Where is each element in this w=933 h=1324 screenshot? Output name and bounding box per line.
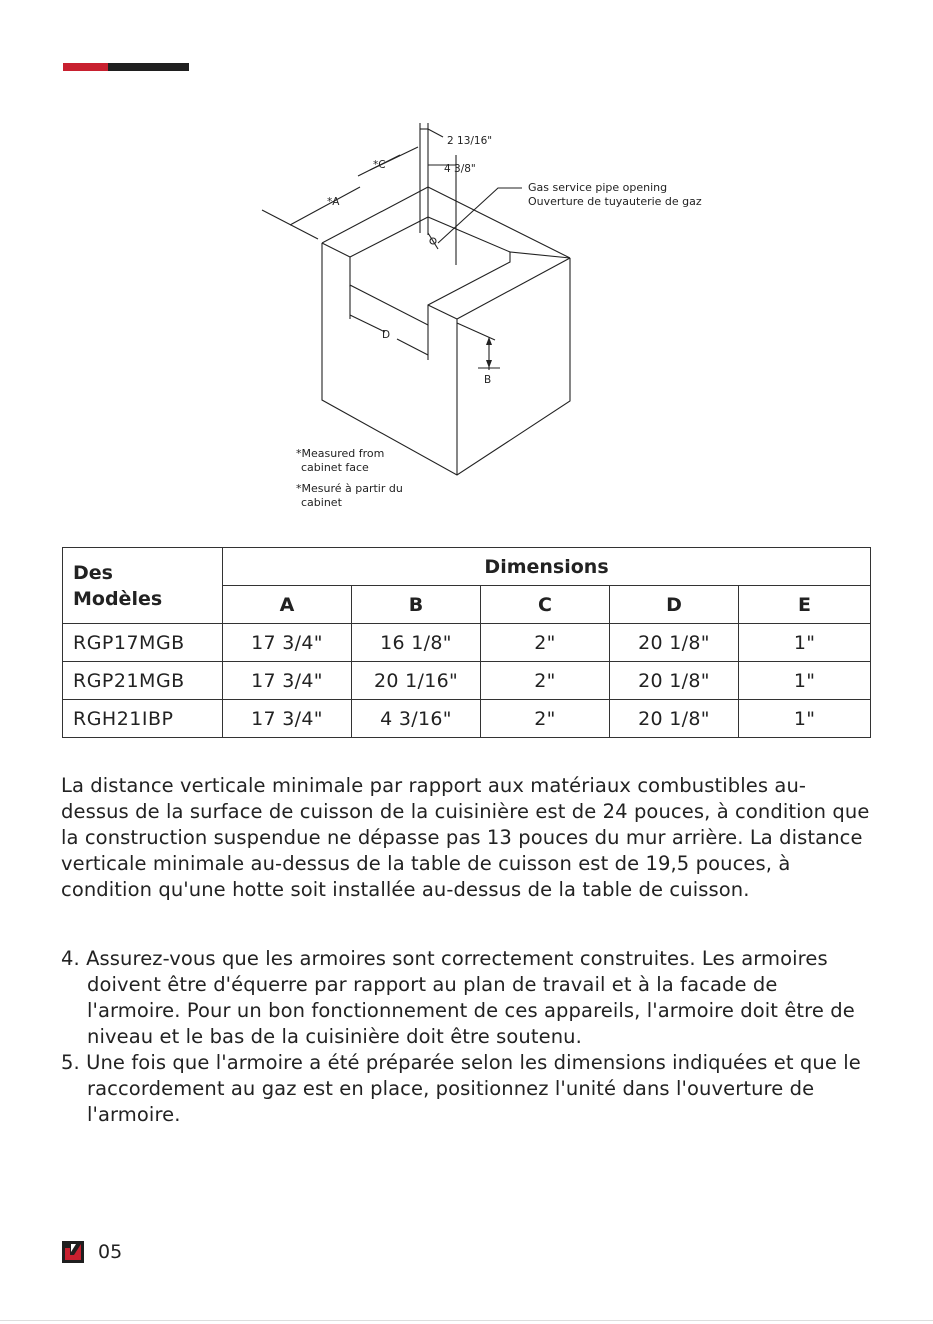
value-cell: 1" (739, 624, 871, 662)
value-cell: 20 1/8" (610, 624, 739, 662)
bottom-rule (0, 1320, 933, 1321)
column-header-b: B (352, 586, 481, 624)
note-fr-line1: *Mesuré à partir du (296, 482, 403, 495)
value-cell: 17 3/4" (223, 700, 352, 738)
column-header-e: E (739, 586, 871, 624)
gas-opening-label-fr: Ouverture de tuyauterie de gaz (528, 195, 702, 208)
value-cell: 1" (739, 662, 871, 700)
dimensions-table (62, 547, 871, 738)
dim-label-2-13-16: 2 13/16" (447, 135, 493, 147)
value-cell: 2" (481, 662, 610, 700)
value-cell: 1" (739, 700, 871, 738)
clearance-paragraph: La distance verticale minimale par rapport aux matériaux combustibles au-dessus de la surface de cuisson de la cuisinière est de 24 pouces, à condition que la construction suspendue ne dépasse pas 13 pouces du mur arrière. La distance verticale minimale au-dessus de la table de cuisson est de 19,5 pouces, à condition qu'une hotte soit installée au-dessus de la table de cuisson. (61, 774, 870, 901)
models-header-cell (63, 548, 223, 624)
dim-label-4-3-8: 4 3/8" (444, 163, 476, 175)
note-en-line2: cabinet face (301, 461, 369, 474)
brand-logo-icon (62, 1241, 84, 1263)
value-cell: 16 1/8" (352, 624, 481, 662)
models-header-line1: Des (73, 561, 113, 584)
note-en-line1: *Measured from (296, 447, 385, 460)
column-header-d: D (610, 586, 739, 624)
header-accent-bar (63, 63, 189, 71)
value-cell: 20 1/8" (610, 662, 739, 700)
table-row (63, 662, 871, 700)
value-cell: 20 1/8" (610, 700, 739, 738)
dimensions-header: Dimensions (223, 548, 871, 586)
model-cell: RGH21IBP (63, 700, 223, 738)
models-header-line2: Modèles (73, 587, 163, 610)
accent-bar-black (108, 63, 189, 71)
page-number: 05 (98, 1241, 123, 1263)
value-cell: 20 1/16" (352, 662, 481, 700)
model-cell: RGP17MGB (63, 624, 223, 662)
dim-label-d: D (382, 329, 391, 341)
step-4: 4. Assurez-vous que les armoires sont correctement construites. Les armoires doivent être d'équerre par rapport au plan de travail et à la facade de l'armoire. Pour un bon fonctionnement de ces appareils, l'armoire doit être de niveau et le bas de la cuisinière doit être soutenu. (61, 947, 855, 1048)
column-header-c: C (481, 586, 610, 624)
note-fr-line2: cabinet (301, 496, 342, 509)
gas-opening-label-en: Gas service pipe opening (528, 181, 668, 194)
column-header-a: A (223, 586, 352, 624)
value-cell: 4 3/16" (352, 700, 481, 738)
value-cell: 17 3/4" (223, 662, 352, 700)
value-cell: 17 3/4" (223, 624, 352, 662)
cabinet-cutout-diagram (240, 115, 740, 515)
value-cell: 2" (481, 624, 610, 662)
value-cell: 2" (481, 700, 610, 738)
step-5: 5. Une fois que l'armoire a été préparée selon les dimensions indiquées et que le raccordement au gaz est en place, positionnez l'unité dans l'ouverture de l'armoire. (61, 1051, 861, 1126)
model-cell: RGP21MGB (63, 662, 223, 700)
installation-steps (61, 946, 873, 1128)
dim-label-b: B (484, 374, 492, 386)
dim-label-c: *C (373, 159, 386, 171)
dim-label-a: *A (327, 196, 340, 208)
cabinet-diagram-svg (240, 115, 740, 515)
table-row (63, 624, 871, 662)
accent-bar-red (63, 63, 108, 71)
table-row (63, 700, 871, 738)
